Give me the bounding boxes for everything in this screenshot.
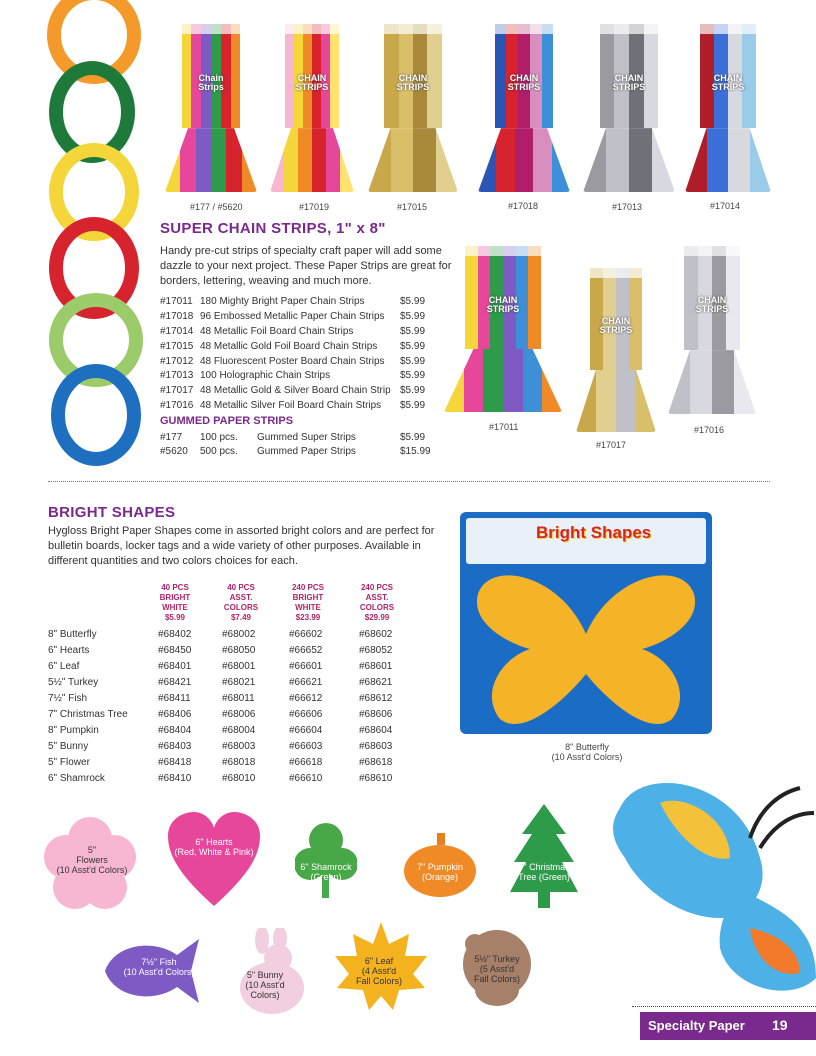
tree-label: 7ʺ Christmas Tree (Green) xyxy=(518,862,570,882)
product-sku: #17014 xyxy=(160,325,194,337)
column-header-line: $7.49 xyxy=(230,613,252,622)
bright-shapes-title: BRIGHT SHAPES xyxy=(48,504,176,521)
product-desc: 48 Metallic Foil Board Chain Strips xyxy=(200,325,354,337)
column-header-line: COLORS xyxy=(223,603,259,612)
package-label: CHAIN STRIPS xyxy=(486,294,520,314)
shape-sku: #68018 xyxy=(222,757,256,768)
gummed-desc: Gummed Super Strips xyxy=(257,432,356,443)
shape-name: 6ʺ Leaf xyxy=(48,661,80,672)
product-sku: #17012 xyxy=(160,355,194,367)
chain-strips-package xyxy=(583,24,675,192)
shape-sku: #68450 xyxy=(158,645,192,656)
package-caption: #17016 xyxy=(694,425,725,435)
shape-sku: #68002 xyxy=(222,629,256,640)
butterfly-package-caption: 8ʺ Butterfly (10 Asst'd Colors) xyxy=(551,742,623,762)
column-header xyxy=(278,583,338,623)
shape-sku: #68606 xyxy=(359,709,393,720)
shape-sku: #68001 xyxy=(222,661,256,672)
shape-row xyxy=(48,757,408,773)
shape-sku: #66603 xyxy=(289,741,323,752)
gummed-sku: #5620 xyxy=(160,446,188,457)
package-caption: #17011 xyxy=(489,422,519,432)
package-caption: #177 / #5620 xyxy=(190,202,243,212)
shape-sku: #68003 xyxy=(222,741,256,752)
footer-section: Specialty Paper xyxy=(648,1018,745,1033)
chain-strips-description: Handy pre-cut strips of specialty craft paper will add some dazzle to your next project. These Paper Strips are great for borders, lettering, weaving and much more. xyxy=(160,245,452,287)
shape-sku: #68050 xyxy=(222,645,256,656)
heart-label: 6ʺ Hearts (Red, White & Pink) xyxy=(174,837,254,857)
shape-sku: #66610 xyxy=(289,773,323,784)
shape-sku: #68603 xyxy=(359,741,393,752)
shape-sku: #68601 xyxy=(359,661,393,672)
package-caption: #17018 xyxy=(508,201,539,211)
shape-sku: #66602 xyxy=(289,629,323,640)
shape-sku: #66618 xyxy=(289,757,323,768)
column-header-line: $5.99 xyxy=(164,613,186,622)
shape-row xyxy=(48,725,408,741)
chain-strips-package xyxy=(685,24,771,192)
shape-sku: #68612 xyxy=(359,693,393,704)
column-header-line: BRIGHT xyxy=(292,593,324,602)
shape-sku: #68411 xyxy=(158,693,191,704)
column-header-line: WHITE xyxy=(162,603,188,612)
flower-label: 5ʺ Flowers (10 Asst'd Colors) xyxy=(56,845,128,875)
gummed-row xyxy=(160,432,450,446)
shamrock-shape xyxy=(295,820,357,900)
gummed-price: $5.99 xyxy=(400,432,426,443)
product-price: $5.99 xyxy=(400,355,426,367)
package-title: Bright Shapes xyxy=(536,523,652,542)
product-sku: #17011 xyxy=(160,296,193,307)
product-price: $5.99 xyxy=(400,385,426,397)
shape-sku: #68406 xyxy=(158,709,192,720)
product-price: $5.99 xyxy=(400,325,426,337)
column-header-line: $23.99 xyxy=(295,613,321,622)
footer-bar xyxy=(640,1012,816,1040)
shape-name: 5½ʺ Turkey xyxy=(48,677,99,688)
bright-shapes-description: Hygloss Bright Paper Shapes come in assorted bright colors and are perfect for bulletin boards, locker tags and a wide variety of other purposes. Available in different quantities and two colors choices for each. xyxy=(48,525,435,567)
column-header-line: 40 PCS xyxy=(227,583,255,592)
product-row xyxy=(160,399,450,414)
product-row xyxy=(160,355,450,370)
chain-strips-package xyxy=(444,246,562,412)
column-header-line: 40 PCS xyxy=(161,583,189,592)
product-sku: #17017 xyxy=(160,385,194,397)
shape-row xyxy=(48,677,408,693)
shape-sku: #68418 xyxy=(158,757,192,768)
shape-sku: #68610 xyxy=(359,773,393,784)
product-desc: 48 Fluorescent Poster Board Chain Strips xyxy=(200,355,385,367)
gummed-row xyxy=(160,446,450,460)
shape-name: 7ʺ Christmas Tree xyxy=(48,709,128,720)
package-label: CHAIN STRIPS xyxy=(396,73,430,93)
chain-strips-list xyxy=(160,295,450,414)
product-sku: #17015 xyxy=(160,340,194,352)
package-caption: #17019 xyxy=(299,202,330,212)
shape-sku: #68618 xyxy=(359,757,393,768)
gummed-price: $15.99 xyxy=(400,446,431,457)
product-sku: #17016 xyxy=(160,400,194,412)
package-label: CHAIN STRIPS xyxy=(695,295,729,315)
shape-name: 5ʺ Flower xyxy=(48,757,90,768)
shape-sku: #68052 xyxy=(359,645,393,656)
chain-strips-package xyxy=(668,246,756,414)
product-row xyxy=(160,310,450,325)
leaf-label: 6ʺ Leaf (4 Asst'd Fall Colors) xyxy=(355,956,402,986)
tree-shape xyxy=(510,804,578,908)
product-price: $5.99 xyxy=(400,340,426,352)
butterfly-package-image xyxy=(460,512,712,734)
product-row xyxy=(160,384,450,399)
package-label: Chain Strips xyxy=(198,73,224,93)
shape-sku: #68011 xyxy=(222,693,255,704)
chain-strips-package xyxy=(576,268,656,432)
butterfly-craft-image xyxy=(600,768,816,1004)
product-row xyxy=(160,340,450,355)
shape-row xyxy=(48,773,408,789)
section-divider xyxy=(48,481,770,482)
chain-strips-package xyxy=(478,24,570,192)
shape-name: 5ʺ Bunny xyxy=(48,741,89,752)
shape-sku: #68402 xyxy=(158,629,192,640)
shape-sku: #66652 xyxy=(289,645,323,656)
shape-sku: #68004 xyxy=(222,725,256,736)
shape-sku: #68403 xyxy=(158,741,192,752)
column-header-line: 240 PCS xyxy=(291,583,325,592)
package-label: CHAIN STRIPS xyxy=(295,73,329,93)
product-row xyxy=(160,369,450,384)
shape-sku: #66601 xyxy=(289,661,323,672)
column-header xyxy=(211,583,271,623)
shape-row xyxy=(48,693,408,709)
package-caption: #17015 xyxy=(397,202,428,212)
product-desc: 48 Metallic Gold Foil Board Chain Strips xyxy=(200,340,378,352)
column-header-line: 240 PCS xyxy=(360,583,394,592)
shape-sku: #68010 xyxy=(222,773,256,784)
shape-row xyxy=(48,629,408,645)
shape-row xyxy=(48,645,408,661)
product-desc: 180 Mighty Bright Paper Chain Strips xyxy=(200,296,365,307)
shape-sku: #66621 xyxy=(289,677,323,688)
chain-strips-package xyxy=(270,24,354,192)
chain-strips-package xyxy=(165,24,257,192)
shape-sku: #68421 xyxy=(158,677,192,688)
gummed-strips-title: GUMMED PAPER STRIPS xyxy=(160,415,294,427)
gummed-qty: 100 pcs. xyxy=(200,432,238,443)
product-price: $5.99 xyxy=(400,310,426,322)
shape-sku: #68401 xyxy=(158,661,192,672)
product-price: $5.99 xyxy=(400,370,426,382)
turkey-label: 5½ʺ Turkey (5 Asst'd Fall Colors) xyxy=(473,954,520,984)
shape-name: 6ʺ Hearts xyxy=(48,645,90,656)
shape-name: 7½ʺ Fish xyxy=(48,693,88,704)
pumpkin-label: 7ʺ Pumpkin (Orange) xyxy=(417,862,463,882)
product-price: $5.99 xyxy=(400,400,426,412)
package-caption: #17013 xyxy=(612,202,643,212)
shape-sku: #68021 xyxy=(222,677,256,688)
package-label: CHAIN STRIPS xyxy=(507,73,541,93)
shape-sku: #68602 xyxy=(359,629,393,640)
heart-shape xyxy=(168,812,260,908)
column-header-line: WHITE xyxy=(295,603,321,612)
shape-sku: #66606 xyxy=(289,709,323,720)
shape-row xyxy=(48,709,408,725)
product-sku: #17018 xyxy=(160,310,194,322)
product-desc: 100 Holographic Chain Strips xyxy=(200,370,331,382)
column-header-line: COLORS xyxy=(359,603,395,612)
chain-strips-title: SUPER CHAIN STRIPS, 1" x 8" xyxy=(160,220,386,237)
column-header xyxy=(145,583,205,623)
shape-sku: #68404 xyxy=(158,725,192,736)
product-row xyxy=(160,325,450,340)
gummed-sku: #177 xyxy=(160,432,183,443)
column-header-line: ASST. xyxy=(229,593,253,602)
chain-strips-package xyxy=(368,24,458,192)
gummed-desc: Gummed Paper Strips xyxy=(257,446,356,457)
column-header xyxy=(347,583,407,623)
shape-sku: #68604 xyxy=(359,725,393,736)
shape-row xyxy=(48,661,408,677)
shape-name: 8ʺ Butterfly xyxy=(48,629,97,640)
page-number: 19 xyxy=(772,1017,788,1033)
column-header-line: ASST. xyxy=(365,593,389,602)
shape-sku: #68410 xyxy=(158,773,192,784)
product-sku: #17013 xyxy=(160,370,194,382)
shape-sku: #66604 xyxy=(289,725,323,736)
paper-chain-image xyxy=(44,0,144,470)
shape-sku: #68621 xyxy=(359,677,393,688)
footer-divider xyxy=(632,1006,816,1007)
package-label: CHAIN STRIPS xyxy=(599,316,633,336)
package-label: CHAIN STRIPS xyxy=(711,73,745,93)
shape-name: 8ʺ Pumpkin xyxy=(48,725,99,736)
package-caption: #17017 xyxy=(596,440,627,450)
gummed-qty: 500 pcs. xyxy=(200,446,238,457)
shamrock-label: 6ʺ Shamrock (Green) xyxy=(300,862,352,882)
shape-name: 6ʺ Shamrock xyxy=(48,773,105,784)
product-row xyxy=(160,295,450,310)
bunny-label: 5ʺ Bunny (10 Asst'd Colors) xyxy=(245,970,285,1000)
shape-sku: #66612 xyxy=(289,693,323,704)
shape-sku: #68006 xyxy=(222,709,256,720)
column-header-line: $29.99 xyxy=(364,613,390,622)
column-header-line: BRIGHT xyxy=(159,593,191,602)
product-desc: 48 Metallic Silver Foil Board Chain Strips xyxy=(200,400,382,412)
product-desc: 48 Metallic Gold & Silver Board Chain Strip xyxy=(200,385,391,397)
fish-label: 7½ʺ Fish (10 Asst'd Colors) xyxy=(123,957,195,977)
shape-row xyxy=(48,741,408,757)
package-label: CHAIN STRIPS xyxy=(612,73,646,93)
package-caption: #17014 xyxy=(710,201,741,211)
product-desc: 96 Embossed Metallic Paper Chain Strips xyxy=(200,310,385,322)
product-price: $5.99 xyxy=(400,296,426,307)
